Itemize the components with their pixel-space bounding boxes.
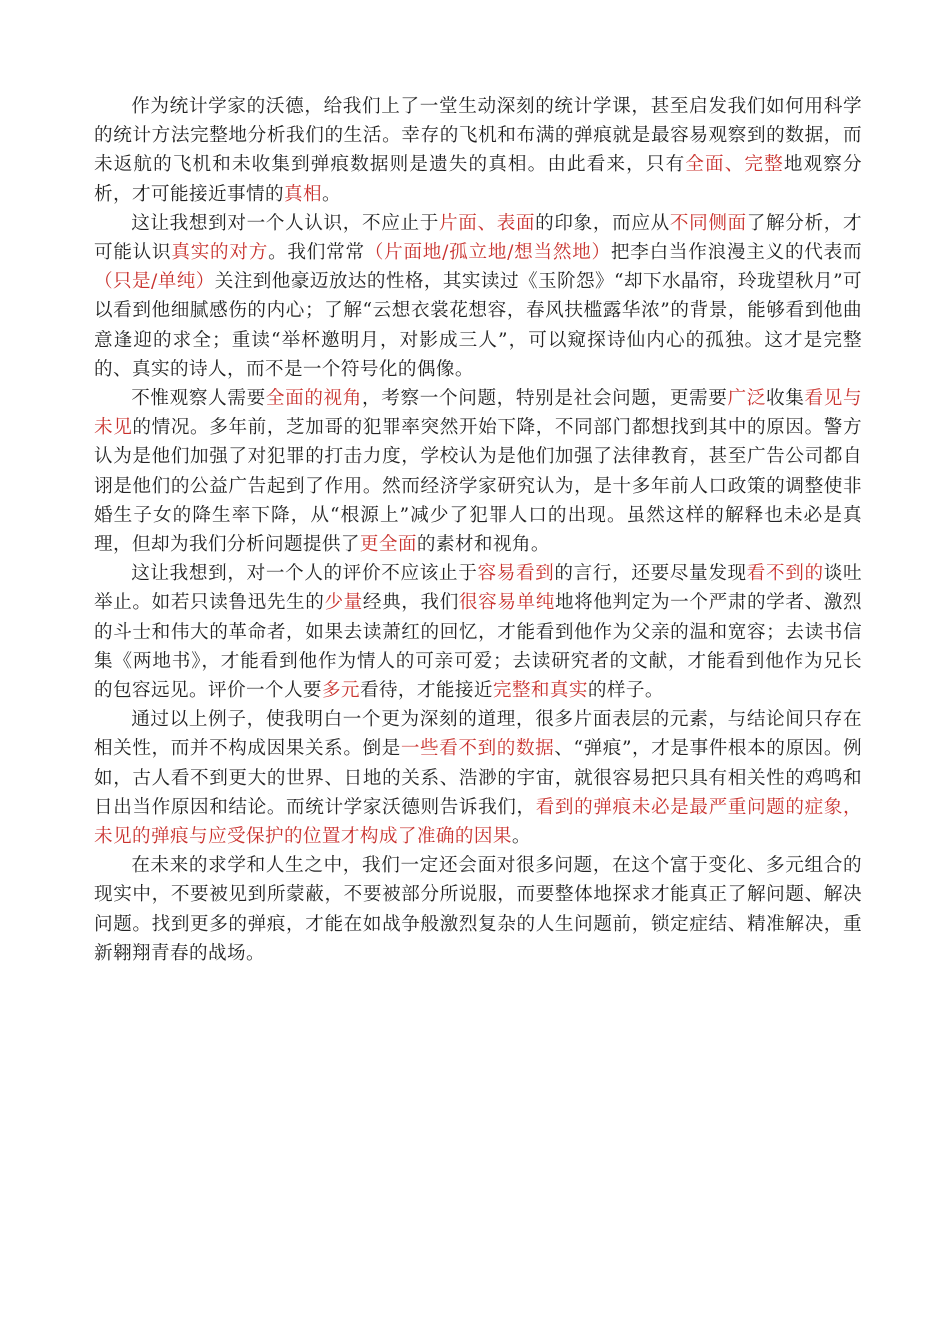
text-segment: 经典，我们 <box>362 592 459 614</box>
text-segment: 收集 <box>766 388 805 410</box>
essay-body <box>94 92 862 968</box>
highlighted-phrase: 真实的对方 <box>171 242 269 264</box>
text-segment: 的印象，而应从 <box>535 212 670 234</box>
highlighted-phrase: 看见与未见 <box>94 388 862 439</box>
text-segment: 了解分析，才可能认识 <box>94 212 862 264</box>
highlighted-phrase: 一些看不到的数据 <box>400 738 555 760</box>
text-segment: 谈吐举止。如若只读鲁迅先生的 <box>94 563 862 614</box>
text-segment: 。 <box>321 183 341 205</box>
text-segment: 。 <box>511 826 531 848</box>
highlighted-phrase: 全面、完整 <box>685 154 784 176</box>
text-segment: 这让我想到，对一个人的评价不应该止于 <box>131 563 478 585</box>
highlighted-phrase: 完整和真实 <box>492 680 588 702</box>
text-segment: 地将他判定为一个严肃的学者、激烈的斗士和伟大的革命者，如果去读萧红的回忆，才能看到他作为父亲的温和宽容；去读书信集《两地书》，才能看到他作为情人的可亲可爱；去读研究者的文献，才能看到他作为兄长的包容远见。评价一个人要 <box>94 592 862 702</box>
highlighted-phrase: 容易看到 <box>477 563 555 585</box>
text-segment: ，考察一个问题，特别是社会问题，更需要 <box>362 388 728 410</box>
highlighted-phrase: 片面、表面 <box>438 212 536 234</box>
highlighted-phrase: 全面的视角 <box>265 388 363 410</box>
highlighted-phrase: 多元 <box>321 680 360 702</box>
highlighted-phrase: 不同侧面 <box>669 212 747 234</box>
text-segment: 的言行，还要尽量发现 <box>554 563 747 585</box>
text-segment: 关注到他豪迈放达的性格，其实读过《玉阶怨》“却下水晶帘，玲珑望秋月”可以看到他细腻感伤的内心；了解“云想衣裳花想容，春风扶槛露华浓”的背景，能够看到他曲意逢迎的求全；重读“举杯邀明月，对影成三人”，可以窥探诗仙内心的孤独。这才是完整的、真实的诗人，而不是一个符号化的偶像。 <box>94 271 862 380</box>
text-segment: 地观察分析，才可能接近事情的 <box>94 154 862 205</box>
text-segment: 的情况。多年前，芝加哥的犯罪率突然开始下降，不同部门都想找到其中的原因。警方认为是他们加强了对犯罪的打击力度，学校认为是他们加强了法律教育，甚至广告公司都自诩是他们的公益广告起到了作用。然而经济学家研究认为，是十多年前人口政策的调整使非婚生子女的降生率下降，从“根源上”减少了犯罪人口的出现。虽然这样的解释也未必是真理，但却为我们分析问题提供了 <box>94 417 862 556</box>
essay-paragraph <box>94 705 862 851</box>
highlighted-phrase: 更全面 <box>359 534 417 556</box>
text-segment: 把李白当作浪漫主义的代表而 <box>610 242 862 264</box>
essay-paragraph <box>94 851 862 968</box>
essay-paragraph <box>94 559 862 705</box>
highlighted-phrase: 真相 <box>283 183 322 205</box>
text-segment: 这让我想到对一个人认识，不应止于 <box>131 212 439 234</box>
essay-paragraph <box>94 92 862 209</box>
highlighted-phrase: 少量 <box>324 592 363 614</box>
essay-paragraph <box>94 209 862 384</box>
highlighted-phrase: 很容易单纯 <box>458 592 555 614</box>
essay-paragraph <box>94 384 862 559</box>
text-segment: 的样子。 <box>587 680 664 702</box>
text-segment: 的素材和视角。 <box>416 534 550 556</box>
text-segment: 看待，才能接近 <box>359 680 493 702</box>
text-segment: 作为统计学家的沃德，给我们上了一堂生动深刻的统计学课，甚至启发我们如何用科学的统计方法完整地分析我们的生活。幸存的飞机和布满的弹痕就是最容易观察到的数据，而未返航的飞机和未收集到弹痕数据则是遗失的真相。由此看来，只有 <box>94 96 862 176</box>
highlighted-phrase: 看不到的 <box>746 563 824 585</box>
highlighted-phrase: （只是/单纯） <box>94 271 215 293</box>
text-segment: 。我们常常 <box>268 242 365 264</box>
text-segment: 通过以上例子，使我明白一个更为深刻的道理，很多片面表层的元素，与结论间只存在相关性，而并不构成因果关系。倒是 <box>94 709 862 760</box>
highlighted-phrase: （片面地/孤立地/想当然地） <box>364 242 611 264</box>
text-segment: 在未来的求学和人生之中，我们一定还会面对很多问题，在这个富于变化、多元组合的现实中，不要被见到所蒙蔽，不要被部分所说服，而要整体地探求才能真正了解问题、解决问题。找到更多的弹痕，才能在如战争般激烈复杂的人生问题前，锁定症结、精准解决，重新翱翔青春的战场。 <box>94 855 862 964</box>
highlighted-phrase: 看到的弹痕未必是最严重问题的症象，未见的弹痕与应受保护的位置才构成了准确的因果 <box>94 796 862 848</box>
highlighted-phrase: 广泛 <box>727 388 767 410</box>
text-segment: 不惟观察人需要 <box>131 388 266 410</box>
text-segment: 、“弹痕”，才是事件根本的原因。例如，古人看不到更大的世界、日地的关系、浩渺的宇宙，就很容易把只具有相关性的鸡鸣和日出当作原因和结论。而统计学家沃德则告诉我们， <box>94 738 862 818</box>
